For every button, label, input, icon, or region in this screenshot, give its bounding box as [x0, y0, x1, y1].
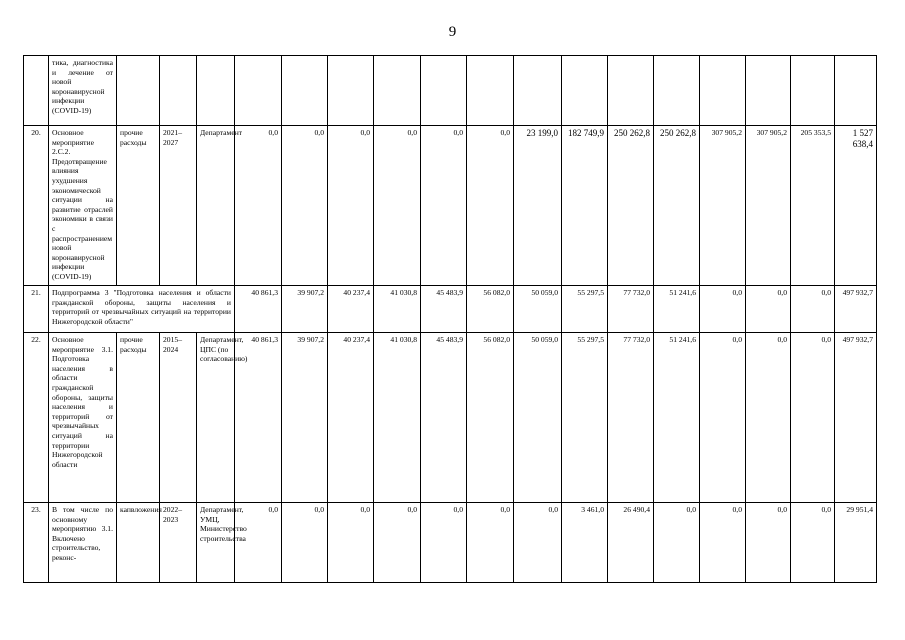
total-cell: 1 527 638,4 — [835, 126, 877, 286]
value-cell: 0,0 — [514, 503, 562, 583]
value-cell: 41 030,8 — [374, 286, 421, 333]
value-cell — [608, 56, 654, 126]
subprogram-title-cell: Подпрограмма 3 "Подготовка населения и области гражданской обороны, защиты населения и территорий от чрезвычайных ситуаций на территории Нижегородской области" — [49, 286, 235, 333]
value-cell — [562, 56, 608, 126]
value-cell: 41 030,8 — [374, 333, 421, 503]
value-cell: 307 905,2 — [746, 126, 791, 286]
value-cell: 56 082,0 — [467, 333, 514, 503]
value-cell: 0,0 — [282, 126, 328, 286]
expense-type-cell — [117, 56, 160, 126]
value-cell: 50 059,0 — [514, 333, 562, 503]
row-index-cell: 22. — [24, 333, 49, 503]
period-cell — [160, 56, 197, 126]
value-cell: 23 199,0 — [514, 126, 562, 286]
value-cell: 0,0 — [374, 503, 421, 583]
value-cell — [654, 56, 700, 126]
value-cell: 51 241,6 — [654, 286, 700, 333]
value-cell — [791, 56, 835, 126]
value-cell: 40 861,3 — [235, 286, 282, 333]
value-cell — [235, 56, 282, 126]
table-row — [24, 126, 877, 286]
value-cell: 55 297,5 — [562, 286, 608, 333]
row-index-cell — [24, 56, 49, 126]
value-cell: 55 297,5 — [562, 333, 608, 503]
table-row — [24, 333, 877, 503]
value-cell: 205 353,5 — [791, 126, 835, 286]
value-cell: 26 490,4 — [608, 503, 654, 583]
executor-cell: Департамент — [197, 126, 235, 286]
value-cell: 307 905,2 — [700, 126, 746, 286]
value-cell — [700, 56, 746, 126]
value-cell: 0,0 — [746, 333, 791, 503]
value-cell: 0,0 — [235, 503, 282, 583]
executor-cell — [197, 56, 235, 126]
value-cell: 0,0 — [467, 503, 514, 583]
value-cell — [514, 56, 562, 126]
row-index-cell: 20. — [24, 126, 49, 286]
table-row — [24, 56, 877, 126]
value-cell: 0,0 — [328, 126, 374, 286]
value-cell: 0,0 — [328, 503, 374, 583]
value-cell — [328, 56, 374, 126]
value-cell — [374, 56, 421, 126]
value-cell: 0,0 — [746, 286, 791, 333]
value-cell — [421, 56, 467, 126]
value-cell: 45 483,9 — [421, 333, 467, 503]
period-cell: 2021–2027 — [160, 126, 197, 286]
measure-name-cell: тика, диагностика и лечение от новой коронавирусной инфекции (COVID-19) — [49, 56, 117, 126]
value-cell: 40 237,4 — [328, 286, 374, 333]
value-cell: 51 241,6 — [654, 333, 700, 503]
value-cell: 40 237,4 — [328, 333, 374, 503]
total-cell: 29 951,4 — [835, 503, 877, 583]
value-cell: 77 732,0 — [608, 333, 654, 503]
value-cell — [746, 56, 791, 126]
table-row — [24, 286, 877, 333]
value-cell: 0,0 — [700, 503, 746, 583]
value-cell: 39 907,2 — [282, 286, 328, 333]
value-cell: 250 262,8 — [608, 126, 654, 286]
value-cell: 45 483,9 — [421, 286, 467, 333]
measure-name-cell: В том числе по основному мероприятию 3.1. Включено строительство, реконс- — [49, 503, 117, 583]
value-cell: 0,0 — [421, 126, 467, 286]
page-number: 9 — [448, 24, 457, 40]
value-cell: 56 082,0 — [467, 286, 514, 333]
value-cell: 0,0 — [282, 503, 328, 583]
value-cell: 0,0 — [467, 126, 514, 286]
value-cell: 182 749,9 — [562, 126, 608, 286]
expense-type-cell: капвложения — [117, 503, 160, 583]
value-cell: 0,0 — [791, 286, 835, 333]
total-cell: 497 932,7 — [835, 333, 877, 503]
value-cell: 0,0 — [791, 503, 835, 583]
period-cell: 2015–2024 — [160, 333, 197, 503]
value-cell: 0,0 — [700, 286, 746, 333]
value-cell: 0,0 — [700, 333, 746, 503]
expense-type-cell: прочие расходы — [117, 333, 160, 503]
value-cell: 77 732,0 — [608, 286, 654, 333]
row-index-cell: 21. — [24, 286, 49, 333]
value-cell: 0,0 — [374, 126, 421, 286]
value-cell: 250 262,8 — [654, 126, 700, 286]
value-cell: 40 861,3 — [235, 333, 282, 503]
value-cell: 0,0 — [746, 503, 791, 583]
table-row — [24, 503, 877, 583]
value-cell — [282, 56, 328, 126]
period-cell: 2022–2023 — [160, 503, 197, 583]
value-cell: 3 461,0 — [562, 503, 608, 583]
value-cell — [467, 56, 514, 126]
value-cell: 0,0 — [421, 503, 467, 583]
value-cell: 0,0 — [235, 126, 282, 286]
budget-table — [23, 55, 877, 583]
row-index-cell: 23. — [24, 503, 49, 583]
value-cell: 0,0 — [654, 503, 700, 583]
total-cell — [835, 56, 877, 126]
total-cell: 497 932,7 — [835, 286, 877, 333]
executor-cell: Департамент, УМЦ, Министерство строительства — [197, 503, 235, 583]
expense-type-cell: прочие расходы — [117, 126, 160, 286]
measure-name-cell: Основное мероприятие 2.С.2. Предотвращение влияния ухудшения экономической ситуации на развитие отраслей экономики в связи с распространением новой коронавирусной инфекции (COVID-19) — [49, 126, 117, 286]
value-cell: 39 907,2 — [282, 333, 328, 503]
measure-name-cell: Основное мероприятие 3.1. Подготовка населения в области гражданской обороны, защиты населения и территорий от чрезвычайных ситуаций на территории Нижегородской области — [49, 333, 117, 503]
value-cell: 0,0 — [791, 333, 835, 503]
executor-cell: Департамент, ЦПС (по согласованию) — [197, 333, 235, 503]
value-cell: 50 059,0 — [514, 286, 562, 333]
